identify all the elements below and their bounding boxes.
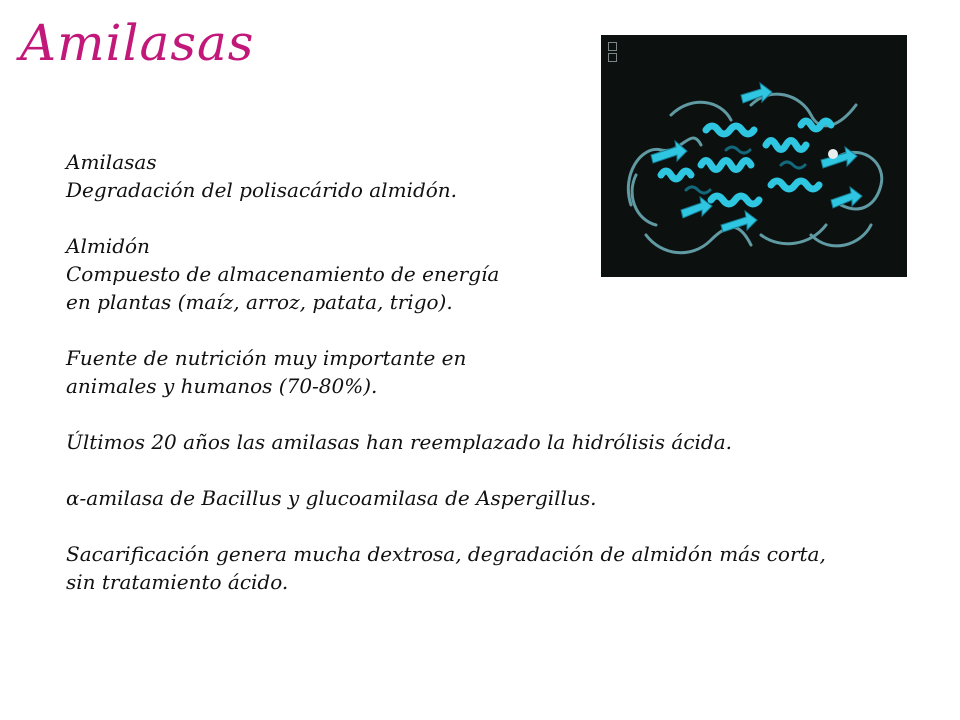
enzyme-line bbox=[66, 484, 926, 512]
checkbox-icon bbox=[608, 53, 617, 62]
text-fragment: y glucoamilasa de bbox=[281, 486, 477, 510]
text-fragment: -amilasa de bbox=[79, 486, 202, 510]
text-line: Degradación del polisacárido almidón. bbox=[66, 178, 458, 202]
text-line: en plantas (maíz, arroz, patata, trigo). bbox=[66, 290, 453, 314]
text-line: Almidón bbox=[66, 234, 150, 258]
organism-bacillus: Bacillus bbox=[201, 486, 282, 510]
text-line: Amilasas bbox=[66, 150, 157, 174]
text-line: Fuente de nutrición muy importante en bbox=[66, 346, 467, 370]
checkbox-icon bbox=[608, 42, 617, 51]
text-line: sin tratamiento ácido. bbox=[66, 570, 289, 594]
alpha-symbol: α bbox=[66, 486, 80, 510]
text-line: Sacarificación genera mucha dextrosa, degradación de almidón más corta, bbox=[66, 542, 826, 566]
text-line: Últimos 20 años las amilasas han reemplazado la hidrólisis ácida. bbox=[66, 430, 733, 454]
organism-aspergillus: Aspergillus bbox=[476, 486, 591, 510]
text-fragment: . bbox=[590, 486, 597, 510]
text-line: animales y humanos (70-80%). bbox=[66, 374, 378, 398]
text-line: Compuesto de almacenamiento de energía bbox=[66, 262, 500, 286]
slide-title: Amilasas bbox=[20, 14, 255, 72]
body-text bbox=[66, 148, 926, 596]
